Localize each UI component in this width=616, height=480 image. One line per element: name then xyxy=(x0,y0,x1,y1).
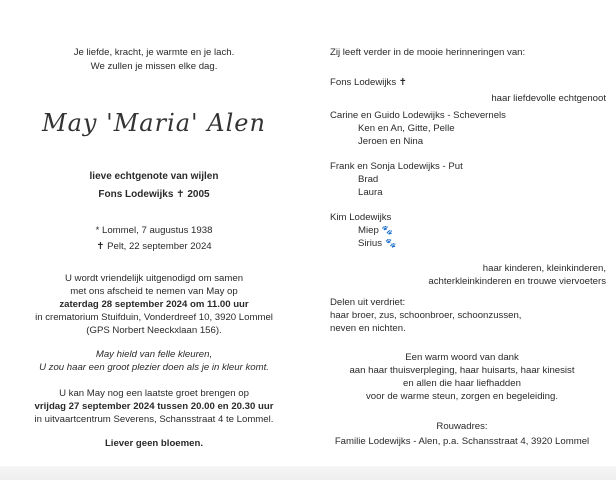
family2-member: Laura xyxy=(358,187,383,198)
sorrow-line-3: neven en nichten. xyxy=(330,323,406,334)
pet-name: Sirius xyxy=(358,238,382,249)
husband-line xyxy=(0,189,308,202)
mourning-title: Rouwadres: xyxy=(436,421,488,432)
sorrow-title: Delen uit verdriet: xyxy=(330,297,406,308)
page-bottom-edge xyxy=(0,466,616,480)
colors-note-2: U zou haar een groot plezier doen als je in kleur komt. xyxy=(39,362,269,373)
no-flowers: Liever geen bloemen. xyxy=(104,438,204,449)
pet-miep xyxy=(358,225,393,237)
viewing-date: vrijdag 27 september 2024 tussen 20.00 en 20.30 uur xyxy=(34,401,274,412)
invite-line-2: met ons afscheid te nemen van May op xyxy=(70,286,238,297)
thanks-line-2: aan haar thuisverpleging, haar huisarts, haar kinesist xyxy=(349,365,575,376)
poem-line-2: We zullen je missen elke dag. xyxy=(90,61,218,72)
sorrow-line-2: haar broer, zus, schoonbroer, schoonzussen, xyxy=(330,310,522,321)
cross-icon: ✝ xyxy=(398,77,407,88)
invite-line-1: U wordt vriendelijk uitgenodigd om samen xyxy=(64,273,244,284)
family2-head: Frank en Sonja Lodewijks - Put xyxy=(330,161,463,172)
pet-name: Miep xyxy=(358,225,379,236)
right-page xyxy=(308,0,616,480)
viewing-location: in uitvaartcentrum Severens, Schansstraat 4 te Lommel. xyxy=(34,414,274,425)
intro-text: Zij leeft verder in de mooie herinneringen van: xyxy=(330,47,526,58)
pet-sirius xyxy=(358,238,396,250)
thanks-line-3: en allen die haar liefhadden xyxy=(403,378,521,389)
subtitle: lieve echtgenote van wijlen xyxy=(89,171,219,182)
invite-date: zaterdag 28 september 2024 om 11.00 uur xyxy=(59,299,249,310)
family1-member: Ken en An, Gitte, Pelle xyxy=(358,123,455,134)
family2-member: Brad xyxy=(358,174,379,185)
husband-name: Fons Lodewijks xyxy=(98,189,174,200)
husband-role: haar liefdevolle echtgenoot xyxy=(491,93,606,104)
viewing-line-1: U kan May nog een laatste groet brengen op xyxy=(59,388,249,399)
paw-icon: 🐾 xyxy=(381,225,394,235)
cross-icon: ✝ xyxy=(96,241,105,252)
birth-line xyxy=(0,225,308,237)
children-role-2: achterkleinkinderen en trouwe viervoeters xyxy=(428,276,606,287)
birth-star-icon: * xyxy=(95,225,100,236)
mourning-address: Familie Lodewijks - Alen, p.a. Schansstraat 4, 3920 Lommel xyxy=(334,436,590,447)
invite-location: in crematorium Stuifduin, Vonderdreef 10, 3920 Lommel xyxy=(35,312,273,323)
family1-head: Carine en Guido Lodewijks - Schevernels xyxy=(330,110,506,121)
cross-icon: ✝ xyxy=(176,189,185,200)
birth-text: Lommel, 7 augustus 1938 xyxy=(102,225,213,236)
paw-icon: 🐾 xyxy=(385,238,397,248)
thanks-line-1: Een warm woord van dank xyxy=(405,352,519,363)
husband-year: 2005 xyxy=(187,189,210,200)
poem-line-1: Je liefde, kracht, je warmte en je lach. xyxy=(73,47,235,58)
husband-name-right: Fons Lodewijks xyxy=(330,77,397,88)
family3-head: Kim Lodewijks xyxy=(330,212,392,223)
invite-gps: (GPS Norbert Neeckxlaan 156). xyxy=(86,325,222,336)
deceased-name: May 'Maria' Alen xyxy=(42,109,266,137)
colors-note-1: May hield van felle kleuren, xyxy=(95,349,213,360)
family1-member: Jeroen en Nina xyxy=(358,136,424,147)
children-role-1: haar kinderen, kleinkinderen, xyxy=(482,263,606,274)
death-text: Pelt, 22 september 2024 xyxy=(107,241,212,252)
husband-entry xyxy=(330,77,407,89)
death-line xyxy=(0,241,308,253)
thanks-line-4: voor de warme steun, zorgen en begeleiding. xyxy=(366,391,558,402)
